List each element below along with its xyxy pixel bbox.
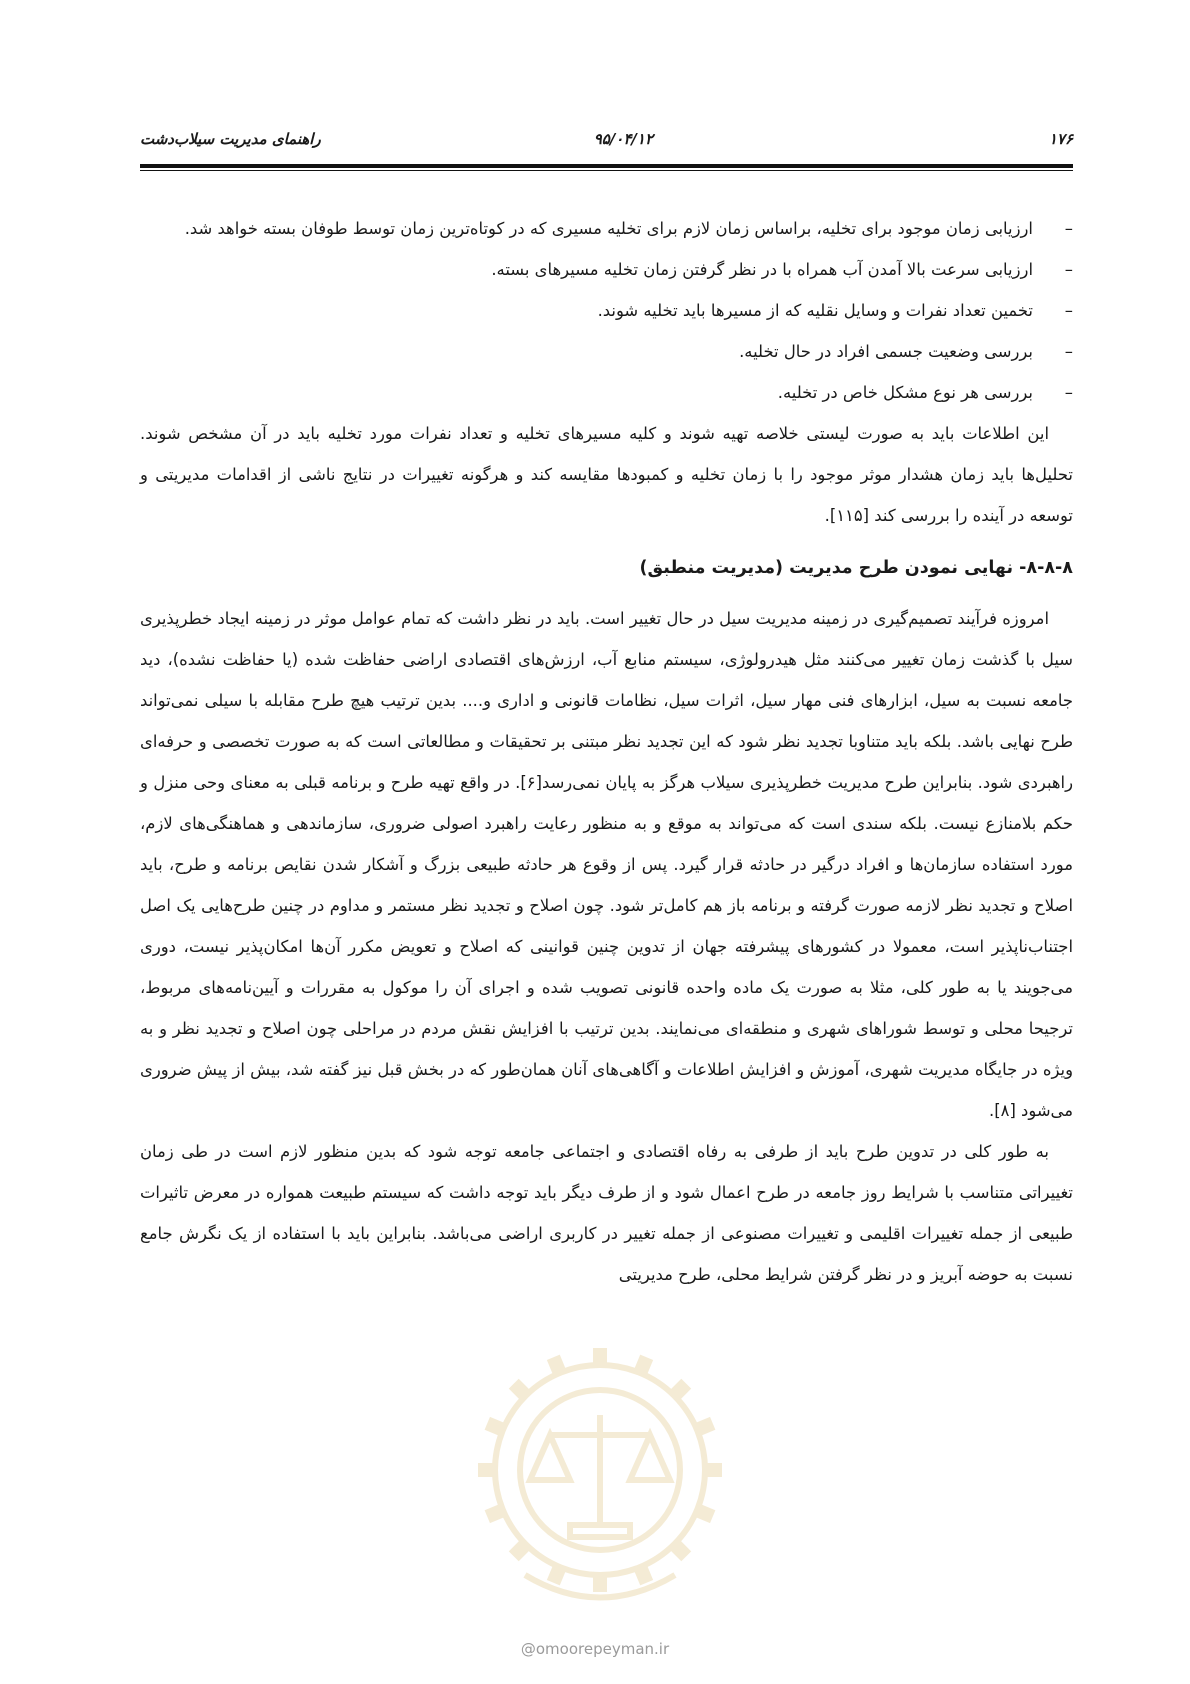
header-rule-thick — [140, 164, 1073, 168]
header-rule-thin — [140, 170, 1073, 171]
list-item — [140, 290, 1073, 331]
list-item-text: ارزیابی سرعت بالا آمدن آب همراه با در نظر گرفتن زمان تخلیه مسیرهای بسته. — [491, 260, 1033, 279]
gear-scales-logo-icon — [465, 1320, 735, 1640]
bullet-dash: – — [1064, 219, 1073, 238]
list-item — [140, 249, 1073, 290]
list-item — [140, 372, 1073, 413]
book-title: راهنمای مدیریت سیلاب‌دشت — [140, 130, 321, 148]
paragraph-adaptive-management: امروزه فرآیند تصمیم‌گیری در زمینه مدیریت سیل در حال تغییر است. باید در نظر داشت که تمام عوامل موثر در زمینه ایجاد خطرپذیری سیل با گذشت زمان تغییر می‌کنند مثل هیدرولوژی، سیستم منابع آب، ارزش‌های اقتصادی اراضی حفاظت شده (یا حفاظت نشده)، دید جامعه نسبت به سیل، ابزارهای فنی مهار سیل، اثرات سیل، نظامات قانونی و اداری و.... بدین ترتیب هیچ طرح مقابله با سیلی نمی‌تواند طرح نهایی باشد. بلکه باید متناوبا تجدید نظر شود که این تجدید نظر مبتنی بر تحقیقات و مطالعاتی است که به صورت تخصصی و حرفه‌ای راهبردی شود. بنابراین طرح مدیریت خطرپذیری سیلاب هرگز به پایان نمی‌رسد[۶]. در واقع تهیه طرح و برنامه قبلی به معنای وحی منزل و حکم بلامنازع نیست. بلکه سندی است که می‌تواند به موقع و به منظور رعایت راهبرد اصولی ضروری، سازماندهی و هماهنگی‌های لازم، مورد استفاده سازمان‌ها و افراد درگیر در حادثه قرار گیرد. پس از وقوع هر حادثه طبیعی بزرگ و آشکار شدن نقایص برنامه و طرح، باید اصلاح و تجدید نظر لازمه صورت گرفته و برنامه باز هم کامل‌تر شود. چون اصلاح و تجدید نظر مستمر و مداوم در چنین طرح‌هایی یک اصل اجتناب‌ناپذیر است، معمولا در کشورهای پیشرفته جهان از تدوین چنین قوانینی که اصلاح و تعویض مکرر آن‌ها امکان‌پذیر نیست، دوری می‌جویند یا به طور کلی، مثلا به صورت یک ماده واحده قانونی تصویب شده و اجرای آن را موکول به مقررات و آیین‌نامه‌های مربوط، ترجیحا محلی و توسط شوراهای شهری و منطقه‌ای می‌نمایند. بدین ترتیب با افزایش نقش مردم در مراحلی چون اصلاح و تجدید نظر و به ویژه در جایگاه مدیریت شهری، آموزش و افزایش اطلاعات و آگاهی‌های آنان همان‌طور که در بخش قبل نیز گفته شد، بیش از پیش ضروری می‌شود [۸]. — [140, 609, 1073, 1120]
page-header — [140, 124, 1073, 164]
bullet-dash: – — [1064, 301, 1073, 320]
list-item — [140, 331, 1073, 372]
list-item-text: بررسی وضعیت جسمی افراد در حال تخلیه. — [739, 342, 1033, 361]
list-item-text: تخمین تعداد نفرات و وسایل نقلیه که از مسیرها باید تخلیه شوند. — [597, 301, 1033, 320]
section-heading: ۸-۸-۸- نهایی نمودن طرح مدیریت (مدیریت منطبق) — [639, 558, 1073, 578]
paragraph-summary: این اطلاعات باید به صورت لیستی خلاصه تهیه شوند و کلیه مسیرهای تخلیه و تعداد نفرات مورد تخلیه باید در آن مشخص شوند. تحلیل‌ها باید زمان هشدار موثر موجود را با زمان تخلیه و کمبودها مقایسه کند و هرگونه تغییرات در نتایج ناشی از اقدامات مدیریتی و توسعه در آینده را بررسی کند [۱۱۵]. — [140, 424, 1073, 525]
bullet-dash: – — [1064, 260, 1073, 279]
list-item — [140, 208, 1073, 249]
list-item-text: ارزیابی زمان موجود برای تخلیه، براساس زمان لازم برای تخلیه مسیری که در کوتاه‌ترین زمان توسط طوفان بسته خواهد شد. — [184, 219, 1033, 238]
paragraph-general: به طور کلی در تدوین طرح باید از طرفی به رفاه اقتصادی و اجتماعی جامعه توجه شود که بدین منظور لازم است در طی زمان تغییراتی متناسب با شرایط روز جامعه در طرح اعمال شود و از طرف دیگر باید توجه داشت که سیستم طبیعت همواره در معرض تاثیرات طبیعی از جمله تغییرات اقلیمی و تغییرات مصنوعی از جمله تغییر در کاربری اراضی می‌باشد. بنابراین باید با استفاده از یک نگرش جامع نسبت به حوضه آبریز و در نظر گرفتن شرایط محلی، طرح مدیریتی — [140, 1142, 1073, 1284]
bullet-dash: – — [1064, 383, 1073, 402]
page-number: ۱۷۶ — [1048, 130, 1073, 148]
website-watermark: @omoorepeyman.ir — [520, 1640, 670, 1658]
page-body — [140, 208, 1073, 1295]
bullet-list — [140, 208, 1073, 413]
list-item-text: بررسی هر نوع مشکل خاص در تخلیه. — [777, 383, 1033, 402]
header-date: ۹۵/۰۴/۱۲ — [593, 130, 653, 148]
bullet-dash: – — [1064, 342, 1073, 361]
